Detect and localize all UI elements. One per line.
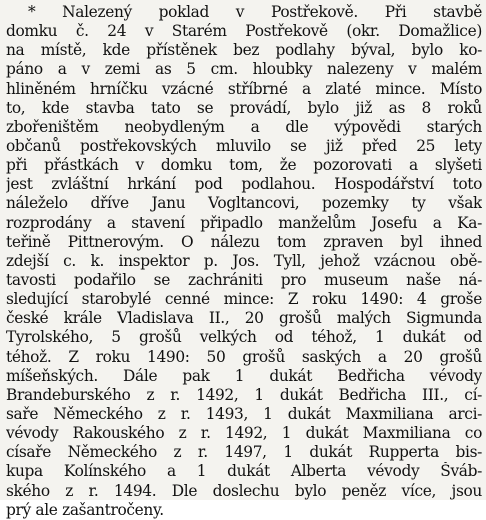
article-text-line: domku č. 24 v Starém Postřekově (okr. Domažlice) [6, 22, 482, 41]
article-text-line: teřině Pittnerovým. O nálezu tom zpraven byl ihned [6, 232, 482, 251]
article-text-line: při přástkách v domku tom, že pozorovati a slyšeti [6, 156, 482, 175]
article-text-line: občanů postřekovských mluvilo se již před 25 lety [6, 136, 482, 155]
article-text-line: tavosti podařilo se zachrániti pro museum naše ná- [6, 270, 482, 289]
article-text-line: zbořeništěm neobydleným a dle výpovědi starých [6, 117, 482, 136]
article-title-line: * Nalezený poklad v Postřekově. Při stavbě [28, 3, 482, 21]
article-text-line: zdejší c. k. inspektor p. Jos. Tyll, jehož vzácnou obě- [6, 251, 482, 270]
article-text-line: rozprodány a stavení připadlo manželům Josefu a Ka- [6, 213, 482, 232]
article-text-line: prý ale zašantročeny. [6, 500, 164, 519]
article-text-line: Brandeburského z r. 1492, 1 dukát Bedřicha III., cí- [6, 385, 482, 404]
article-text-line: ského z r. 1494. Dle doslechu bylo peněz více, jsou [6, 481, 482, 500]
article-text-line: sledující starobylé cenné mince: Z roku 1490: 4 groše [6, 290, 482, 309]
article-text-line: náleželo dříve Janu Vogltancovi, pozemky ty však [6, 194, 482, 213]
article-text-line: vévody Rakouského z r. 1492, 1 dukát Maxmiliana co [6, 424, 482, 443]
article-text-line: jest zvláštní hrkání pod podlahou. Hospodářství toto [6, 175, 482, 194]
article-text-line: hliněném hrníčku vzácné stříbrné a zlaté mince. Místo [6, 79, 482, 98]
article-text-line: císaře Německého z r. 1497, 1 dukát Rupperta bis- [6, 443, 482, 462]
article-text-line: Tyrolského, 5 grošů velkých od téhož, 1 dukát od [6, 328, 482, 347]
article-text-line: na místě, kde přístěnek bez podlahy býval, bylo ko- [6, 41, 482, 60]
article-text-line: to, kde stavba tato se provádí, bylo již as 8 roků [6, 98, 482, 117]
article-text-line: kupa Kolínského a 1 dukát Alberta vévody Šváb- [6, 462, 482, 481]
article-text-line: saře Německého z r. 1493, 1 dukát Maxmiliana arci- [6, 404, 482, 423]
article-text-line: české krále Vladislava II., 20 grošů malých Sigmunda [6, 309, 482, 328]
article-text-line: páno a v zemi as 5 cm. hloubky nalezeny v malém [6, 60, 482, 79]
article-text-line: míšeňských. Dále pak 1 dukát Bedřicha vévody [6, 366, 482, 385]
article-text-line: téhož. Z roku 1490: 50 grošů saských a 20 grošů [6, 347, 482, 366]
